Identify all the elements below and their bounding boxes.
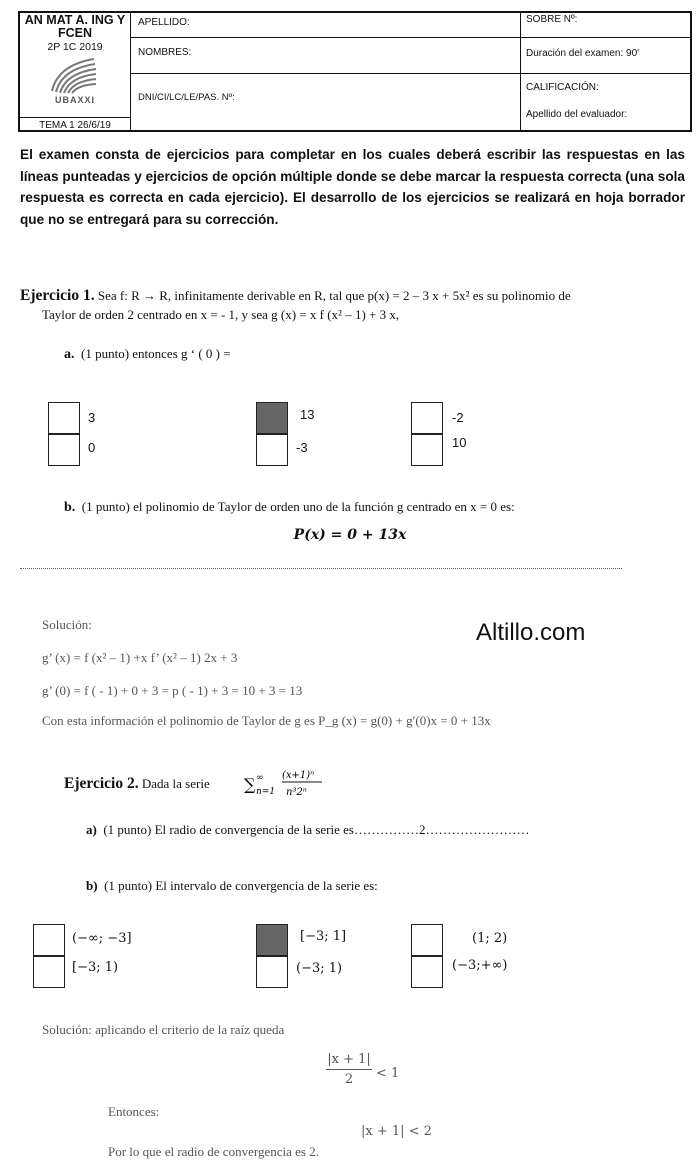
ej1-option-3-label: 3 bbox=[88, 410, 96, 425]
ej1-a-label: a. bbox=[64, 347, 75, 362]
ej2-b-text: (1 punto) El intervalo de convergencia de la serie es: bbox=[104, 878, 378, 893]
ej2-option-2-label: [−3; 1) bbox=[72, 960, 119, 975]
ej1-solution-line2: g’ (0) = f ( - 1) + 0 + 3 = p ( - 1) + 3 = 10 + 3 = 13 bbox=[42, 683, 303, 698]
ej2-ineq2: |x + 1| < 2 bbox=[361, 1124, 432, 1139]
ej2-option-3-label: [−3; 1] bbox=[300, 929, 347, 944]
ej1-statement-line2: Taylor de orden 2 centrado en x = - 1, y sea g (x) = x f (x² – 1) + 3 x, bbox=[42, 307, 400, 322]
ej1-option-10-label: 10 bbox=[452, 435, 467, 450]
svg-text:∞: ∞ bbox=[256, 773, 264, 783]
tema-label: TEMA 1 26/6/19 bbox=[39, 120, 111, 131]
svg-text:n³2ⁿ: n³2ⁿ bbox=[286, 787, 307, 798]
ej2-ineq1-rhs: < 1 bbox=[376, 1066, 400, 1081]
svg-text:(x+1)ⁿ: (x+1)ⁿ bbox=[282, 770, 315, 781]
ej2-a-text[interactable]: (1 punto) El radio de convergencia de la serie es……………2…………………… bbox=[103, 822, 530, 837]
header-divider bbox=[130, 73, 690, 74]
header-divider bbox=[130, 13, 131, 130]
duracion-label: Duración del examen: 90' bbox=[526, 48, 640, 59]
ej1-statement-line1: Sea f: R → R, infinitamente derivable en R, tal que p(x) = 2 – 3 x + 5x² es su polinomio de bbox=[97, 288, 571, 303]
ej1-solution-line1: g’ (x) = f (x² – 1) +x f’ (x² – 1) 2x + 3 bbox=[42, 650, 238, 665]
ej1-part-b bbox=[64, 499, 515, 516]
ej1-option-10-checkbox[interactable] bbox=[411, 434, 443, 466]
ej1-option-0-checkbox[interactable] bbox=[48, 434, 80, 466]
ej1-title: Ejercicio 1. bbox=[20, 287, 95, 304]
evaluador-field[interactable]: Apellido del evaluador: bbox=[526, 109, 628, 120]
ej1-option-neg3-label: -3 bbox=[296, 440, 308, 455]
ej1-a-text: (1 punto) entonces g ‘ ( 0 ) = bbox=[81, 346, 231, 361]
sobre-field[interactable]: SOBRE Nº: bbox=[526, 14, 578, 25]
ej2-ineq1-numerator: |x + 1| bbox=[327, 1052, 371, 1067]
ej2-option-1-label: (−∞; −3] bbox=[72, 931, 132, 946]
ej1-b-text: (1 punto) el polinomio de Taylor de orden uno de la función g centrado en x = 0 es: bbox=[81, 499, 515, 514]
svg-text:n=1: n=1 bbox=[256, 787, 276, 797]
ej2-conclusion: Por lo que el radio de convergencia es 2. bbox=[108, 1144, 319, 1159]
ej1-option-13-checkbox[interactable] bbox=[256, 402, 288, 434]
ej2-ineq1-denominator: 2 bbox=[344, 1072, 354, 1087]
ej2-part-b bbox=[86, 878, 378, 894]
svg-text:∑: ∑ bbox=[244, 775, 256, 794]
apellido-field[interactable]: APELLIDO: bbox=[138, 17, 190, 28]
ej2-option-4-label: (−3; 1) bbox=[296, 961, 343, 976]
ej2-title: Ejercicio 2. bbox=[64, 775, 139, 792]
ej2-option-4-checkbox[interactable] bbox=[256, 956, 288, 988]
ej1-option-neg3-checkbox[interactable] bbox=[256, 434, 288, 466]
ej2-option-6-label: (−3;+∞) bbox=[452, 958, 508, 973]
ej2-b-label: b) bbox=[86, 878, 98, 893]
ej2-statement bbox=[64, 775, 210, 793]
instructions-text: El examen consta de ejercicios para completar en los cuales deberá escribir las respuestas en las líneas punteadas y ejercicios de opción múltiple donde se debe marcar la respuesta correcta (una sola respuesta es correcta en cada ejercicio). El desarrollo de los ejercicios se realizará en hoja borrador que no se entregará para su corrección. bbox=[20, 147, 685, 227]
ej2-entonces: Entonces: bbox=[108, 1104, 160, 1119]
ej2-ineq1-fraction bbox=[326, 1052, 372, 1087]
ej2-statement-text: Dada la serie bbox=[141, 776, 210, 791]
exam-period: 2P 1C 2019 bbox=[47, 41, 103, 53]
ej2-option-6-checkbox[interactable] bbox=[411, 956, 443, 988]
calificacion-field[interactable]: CALIFICACIÓN: bbox=[526, 82, 599, 93]
ej2-solution-line1: Solución: aplicando el criterio de la raíz queda bbox=[42, 1022, 285, 1037]
nombres-field[interactable]: NOMBRES: bbox=[138, 47, 192, 58]
ej2-option-5-label: (1; 2) bbox=[472, 931, 508, 946]
ej2-option-2-checkbox[interactable] bbox=[33, 956, 65, 988]
ej2-part-a bbox=[86, 822, 529, 838]
exam-header bbox=[18, 11, 692, 132]
ej1-part-a bbox=[64, 346, 231, 363]
institution-name: AN MAT A. ING Y FCEN bbox=[24, 13, 126, 40]
ej1-option-neg2-label: -2 bbox=[452, 410, 464, 425]
altillo-watermark: Altillo.com bbox=[476, 619, 586, 646]
dni-field[interactable]: DNI/CI/LC/LE/PAS. Nº: bbox=[138, 92, 235, 103]
ej1-b-answer[interactable]: P(x) = 0 + 13x bbox=[293, 527, 407, 543]
answer-dotted-line bbox=[20, 568, 622, 569]
ej1-solution-line3: Con esta información el polinomio de Taylor de g es P_g (x) = g(0) + g′(0)x = 0 + 13x bbox=[42, 713, 491, 728]
ej1-option-13-label: 13 bbox=[300, 407, 315, 422]
ej2-a-label: a) bbox=[86, 822, 97, 837]
header-divider bbox=[130, 37, 690, 38]
header-divider bbox=[520, 13, 521, 130]
ej1-b-label: b. bbox=[64, 500, 76, 515]
ej1-solution-title: Solución: bbox=[42, 617, 92, 632]
ej2-option-5-checkbox[interactable] bbox=[411, 924, 443, 956]
uba-logo-icon bbox=[48, 55, 100, 95]
ej1-option-neg2-checkbox[interactable] bbox=[411, 402, 443, 434]
ej2-series-formula bbox=[244, 766, 334, 807]
ej1-statement bbox=[20, 287, 690, 305]
ej2-option-1-checkbox[interactable] bbox=[33, 924, 65, 956]
ej1-option-0-label: 0 bbox=[88, 440, 96, 455]
header-divider bbox=[20, 117, 130, 118]
logo-text: UBAXXI bbox=[54, 95, 95, 105]
ej1-option-3-checkbox[interactable] bbox=[48, 402, 80, 434]
ej2-option-3-checkbox[interactable] bbox=[256, 924, 288, 956]
